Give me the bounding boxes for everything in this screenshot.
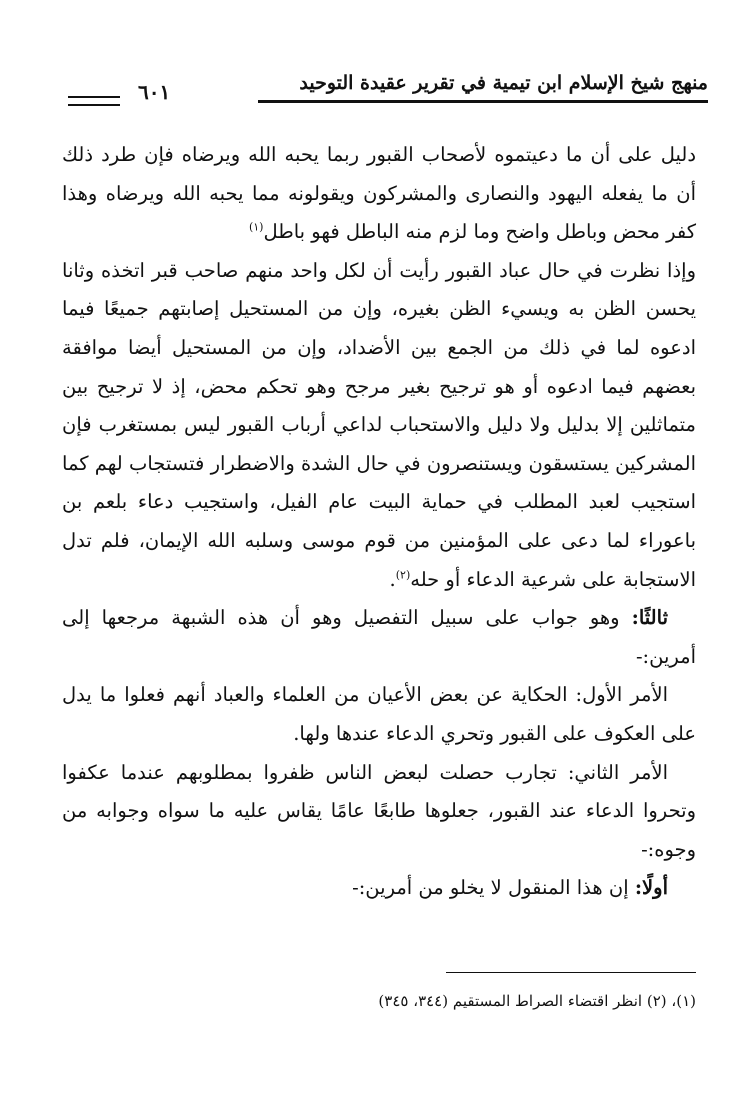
- body-text: [62, 136, 696, 908]
- running-header: [68, 72, 708, 112]
- paragraph-text: وإذا نظرت في حال عباد القبور رأيت أن لكل واحد منهم صاحب قبر اتخذه وثانا يحسن الظن به ويسيء الظن بغيره، وإن من المستحيل إصابتهم جميعًا فيما ادعوه لما في ذلك من الجمع بين الأضداد، وإن من المستحيل أيضا موافقة بعضهم فيما ادعوه أو هو ترجيح بغير مرجح وهو تحكم محض، إذ لا ترجيح بين متماثلين إلا بدليل ولا دليل والاستحباب لداعي أرباب القبور ليس بمستغرب فإن المشركين يستسقون ويستنصرون في حال الشدة والاضطرار فتستجاب لهم كما استجيب لعبد المطلب في حماية البيت عام الفيل، واستجيب دعاء بلعم بن باعوراء لما دعى على المؤمنين من قوم موسى وسلبه الله الإيمان، فلم تدل الاستجابة على شرعية الدعاء أو حله: [62, 258, 696, 591]
- paragraph-text: وهو جواب على سبيل التفصيل وهو أن هذه الشبهة مرجعها إلى أمرين:-: [62, 606, 696, 668]
- paragraph-end: .: [389, 567, 396, 591]
- footnote-separator: [446, 972, 696, 973]
- paragraph: [62, 252, 696, 599]
- page-number-rule: [68, 96, 120, 106]
- footnote-ref: (١): [248, 220, 264, 234]
- paragraph: [62, 754, 696, 870]
- footnote-ref: (٢): [395, 568, 411, 582]
- page-number: ٦٠١: [138, 80, 171, 104]
- header-rule: [258, 100, 708, 103]
- paragraph-text: إن هذا المنقول لا يخلو من أمرين:-: [352, 876, 635, 900]
- footnote: (١)، (٢) انظر اقتضاء الصراط المستقيم (٣٤٤، ٣٤٥): [378, 992, 696, 1010]
- running-title: منهج شيخ الإسلام ابن تيمية في تقرير عقيدة التوحيد: [299, 72, 708, 94]
- section-lead: ثالثًا:: [631, 606, 668, 630]
- paragraph: [62, 676, 696, 753]
- paragraph: [62, 136, 696, 252]
- paragraph-text: الأمر الأول: الحكاية عن بعض الأعيان من العلماء والعباد أنهم فعلوا ما يدل على العكوف على القبور وتحري الدعاء عندها ولها.: [62, 683, 696, 745]
- paragraph-text: دليل على أن ما دعيتموه لأصحاب القبور ربما يحبه الله ويرضاه فإن طرد ذلك أن ما يفعله اليهود والنصارى والمشركون ويقولونه مما يحبه الله ويرضاه وهذا كفر محض وباطل واضح وما لزم منه الباطل فهو باطل: [62, 143, 696, 244]
- paragraph: [62, 599, 696, 676]
- section-lead: أولًا:: [634, 876, 668, 900]
- paragraph: [62, 869, 696, 908]
- paragraph-text: الأمر الثاني: تجارب حصلت لبعض الناس ظفروا بمطلوبهم عندما عكفوا وتحروا الدعاء عند القبور، جعلوها طابعًا عامًا يقاس عليه ما سواه وجوابه من وجوه:-: [62, 760, 696, 861]
